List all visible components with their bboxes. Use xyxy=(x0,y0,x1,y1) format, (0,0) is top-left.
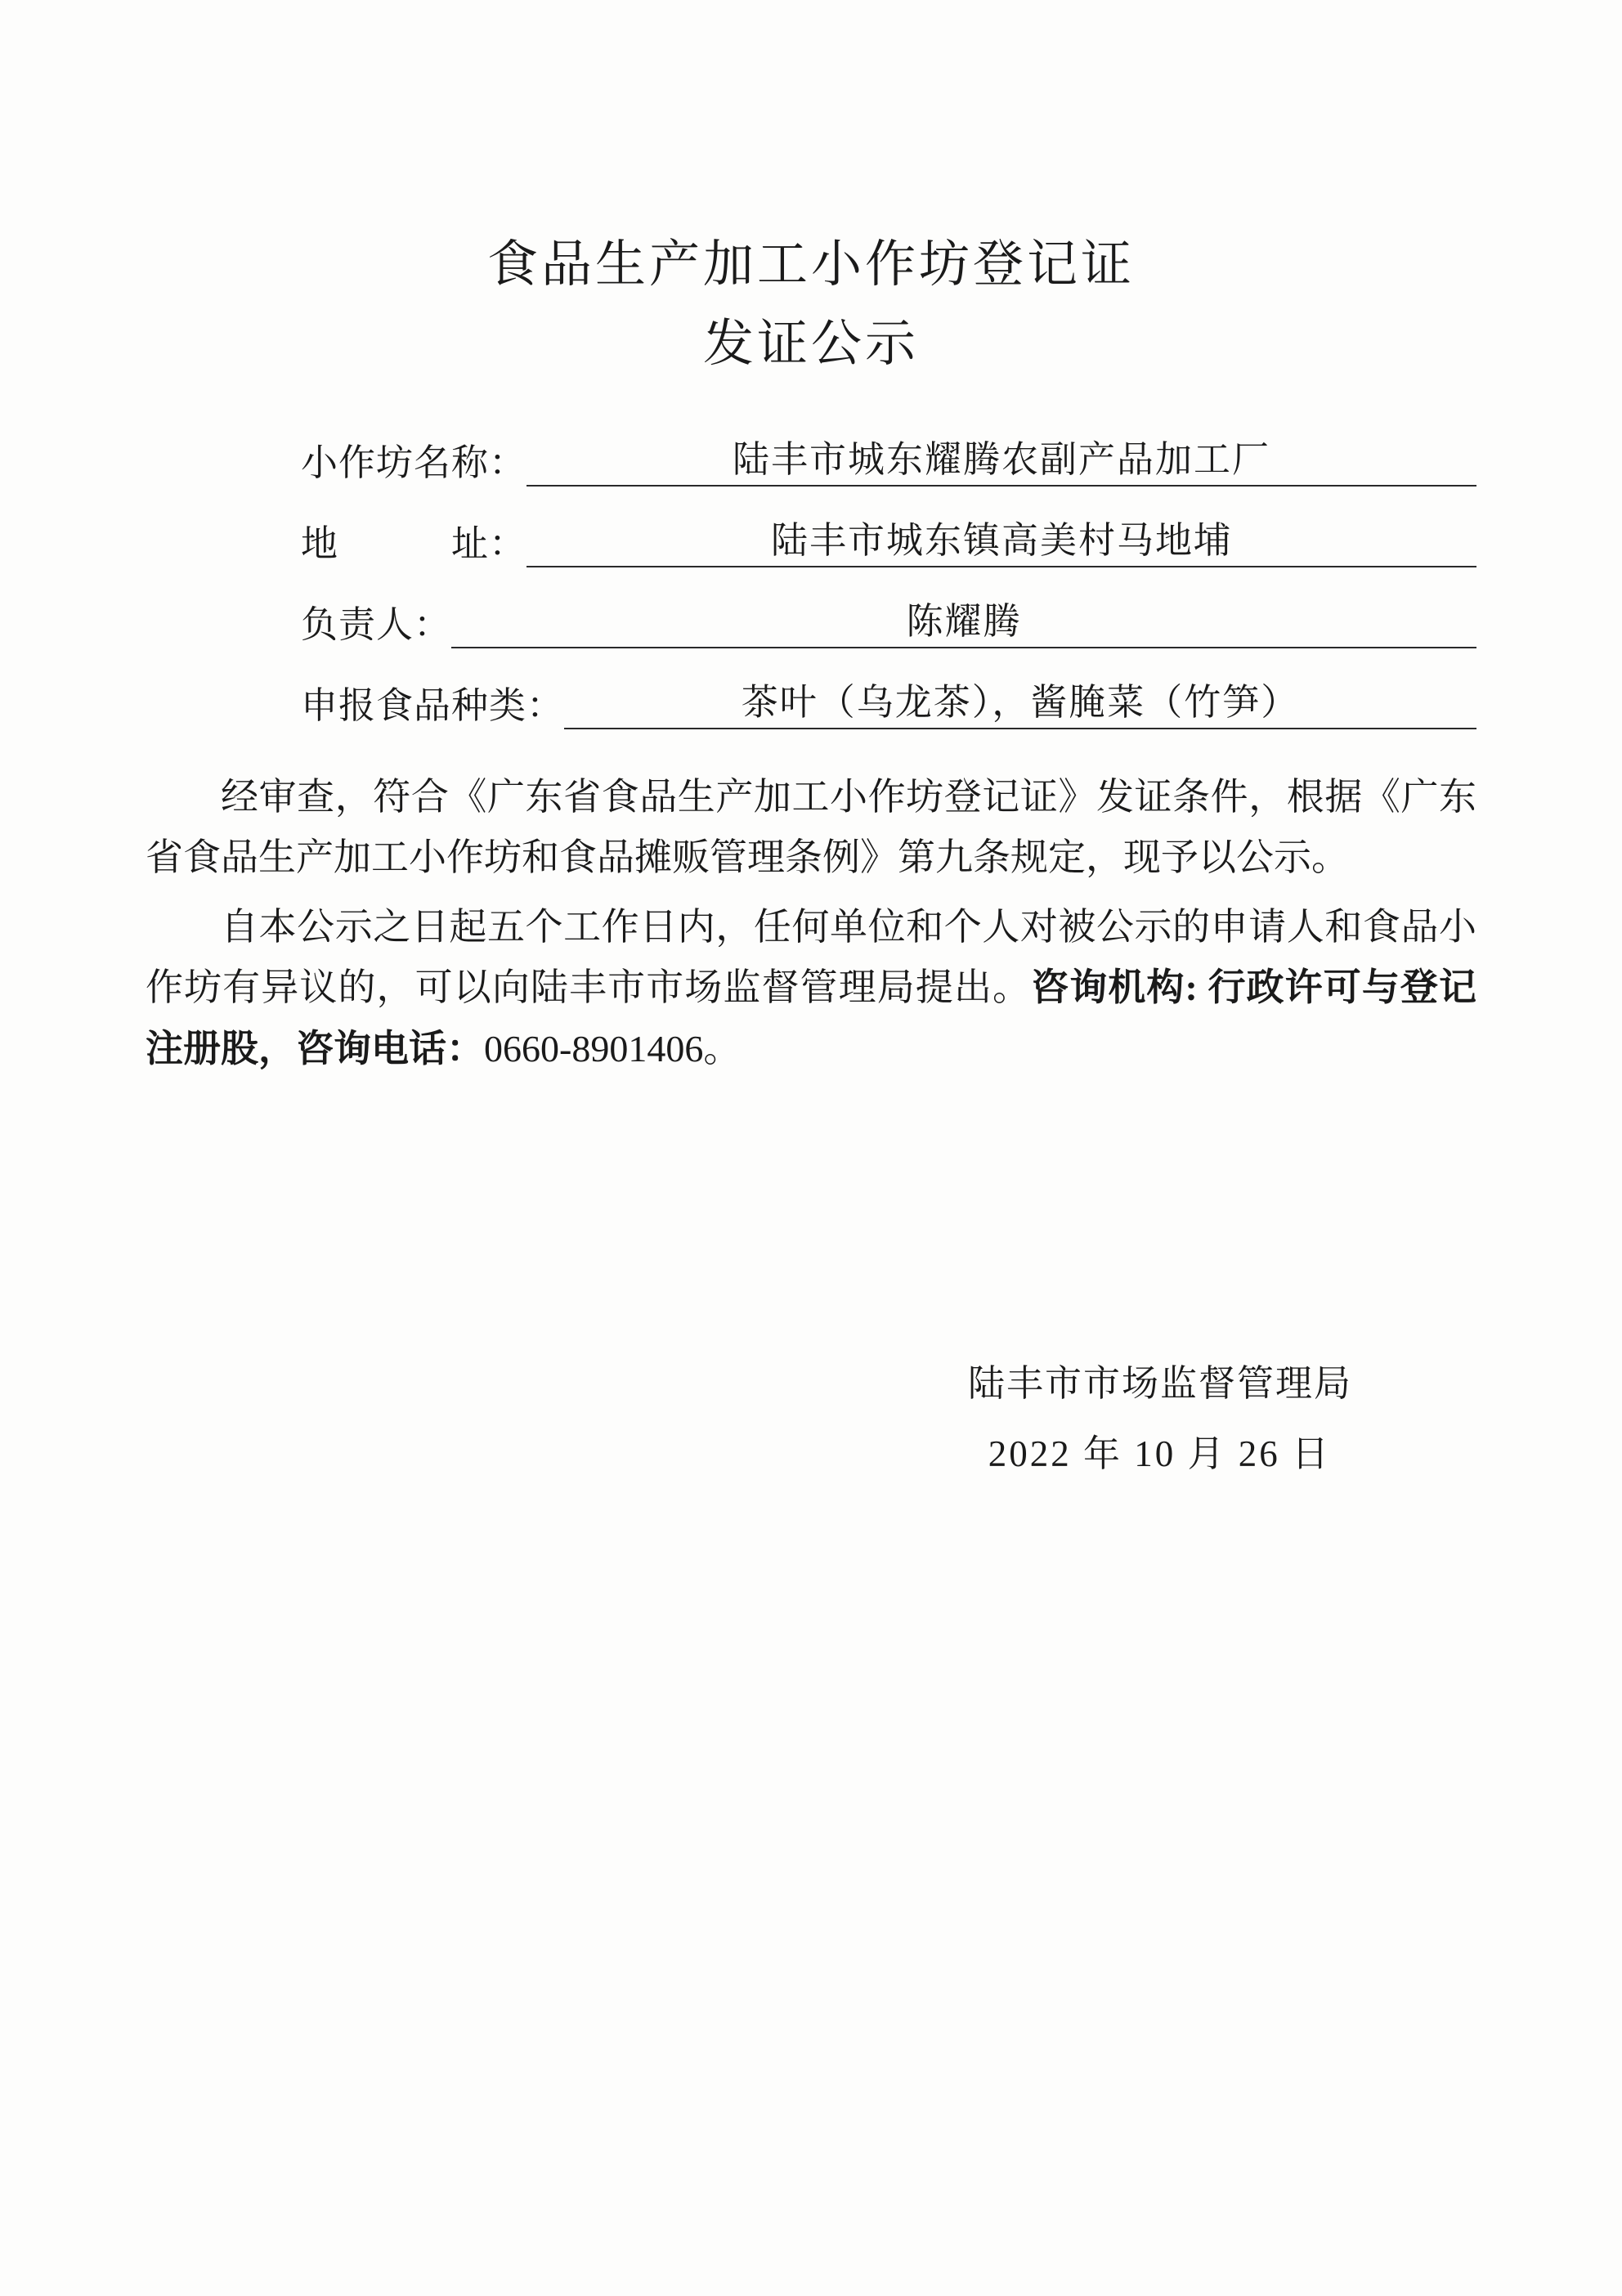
field-label: 申报食品种类： xyxy=(301,684,565,726)
signature-date: 2022 年 10 月 26 日 xyxy=(988,1433,1331,1474)
page-title: 食品生产加工小作坊登记证 xyxy=(486,237,1135,293)
field-label: 负责人： xyxy=(301,603,452,645)
field-value: 陆丰市城东耀腾农副产品加工厂 xyxy=(526,442,1476,487)
field-list xyxy=(0,438,1622,729)
field-value: 陆丰市城东镇高美村马地埔 xyxy=(526,522,1476,567)
paragraph-objection-contact: 咨询机构: 行政许可与登记注册股，咨询电话： xyxy=(146,966,1477,1070)
signature-organization: 陆丰市市场监督管理局 xyxy=(967,1363,1352,1405)
page-subtitle: 发证公示 xyxy=(702,316,919,373)
field-label: 地 址： xyxy=(301,522,527,564)
field-label: 小作坊名称： xyxy=(301,442,527,483)
paragraph-review: 经审查，符合《广东省食品生产加工小作坊登记证》发证条件，根据《广东省食品生产加工小作坊和食品摊贩管理条例》第九条规定，现予以公示。 xyxy=(146,775,1476,879)
field-value: 陈耀腾 xyxy=(451,603,1476,648)
field-row-food-categories xyxy=(301,681,1476,729)
body-text xyxy=(0,767,1622,1080)
field-value: 茶叶（乌龙茶），酱腌菜（竹笋） xyxy=(564,684,1476,729)
field-row-person-in-charge xyxy=(301,600,1476,648)
paragraph-objection xyxy=(146,897,1476,1080)
field-row-workshop-name xyxy=(301,438,1476,487)
title-block xyxy=(0,233,1622,378)
signature-block xyxy=(0,1349,1622,1489)
field-row-address xyxy=(301,519,1476,567)
paragraph-objection-phone: 0660-8901406。 xyxy=(484,1027,742,1070)
paragraph-objection-part1: 自本公示之日起五个工作日内，任何单位和个人对被公示的申请人和食品小作坊有异议的，可以向陆丰市市场监督管理局提出。 xyxy=(146,905,1476,1009)
